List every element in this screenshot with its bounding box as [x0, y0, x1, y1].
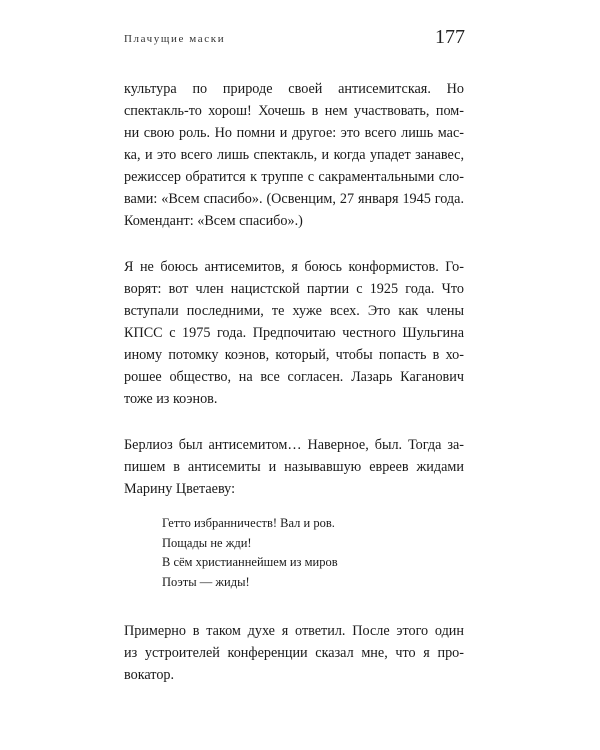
paragraph-3: [124, 434, 464, 500]
text-line: ни свою роль. Но помни и другое: это всего лишь мас-: [124, 125, 464, 141]
text-line: тоже из коэнов.: [124, 391, 218, 407]
text-line: Комендант: «Всем спасибо».): [124, 213, 303, 229]
text-line: вокатор.: [124, 667, 175, 683]
text-line: Примерно в таком духе я ответил. После этого один: [124, 623, 464, 639]
body-text: [124, 78, 464, 710]
text-line: КПСС с 1975 года. Предпочитаю честного Шульгина: [124, 325, 464, 341]
verse-line: Пощады не жди!: [162, 535, 252, 550]
verse-line: Поэты — жиды!: [162, 574, 250, 589]
text-line: ка, и это всего лишь спектакль, и когда упадет занавес,: [124, 147, 464, 163]
text-line: из устроителей конференции сказал мне, что я про-: [124, 645, 464, 661]
page-number: 177: [435, 26, 465, 48]
text-line: спектакль-то хорош! Хочешь в нем участвовать, пом-: [124, 103, 464, 119]
text-line: культура по природе своей антисемитская. Но: [124, 81, 464, 97]
paragraph-4: [124, 620, 464, 686]
text-line: режиссер обратится к труппе с сакраментальными сло-: [124, 169, 464, 185]
text-line: пишем в антисемиты и называвшую евреев жидами: [124, 459, 464, 475]
verse-line: В сём христианнейшем из миров: [162, 555, 338, 569]
verse-quote: [162, 514, 464, 592]
text-line: ворят: вот член нацистской партии с 1925 года. Что: [124, 281, 464, 297]
paragraph-1: [124, 78, 464, 232]
text-line: Берлиоз был антисемитом… Наверное, был. Тогда за-: [124, 437, 464, 453]
paragraph-2: [124, 256, 464, 410]
text-line: вами: «Всем спасибо». (Освенцим, 27 января 1945 года.: [124, 191, 464, 207]
running-head: Плачущие маски: [124, 33, 226, 45]
text-line: Марину Цветаеву:: [124, 481, 236, 497]
verse-line: Гетто избранничеств! Вал и ров.: [162, 516, 335, 530]
text-line: иному потомку коэнов, который, чтобы попасть в хо-: [124, 347, 464, 363]
text-line: рошее общество, на все согласен. Лазарь Каганович: [124, 369, 464, 385]
text-line: вступали последними, те хуже всех. Это как члены: [124, 303, 464, 319]
text-line: Я не боюсь антисемитов, я боюсь конформистов. Го-: [124, 259, 464, 275]
